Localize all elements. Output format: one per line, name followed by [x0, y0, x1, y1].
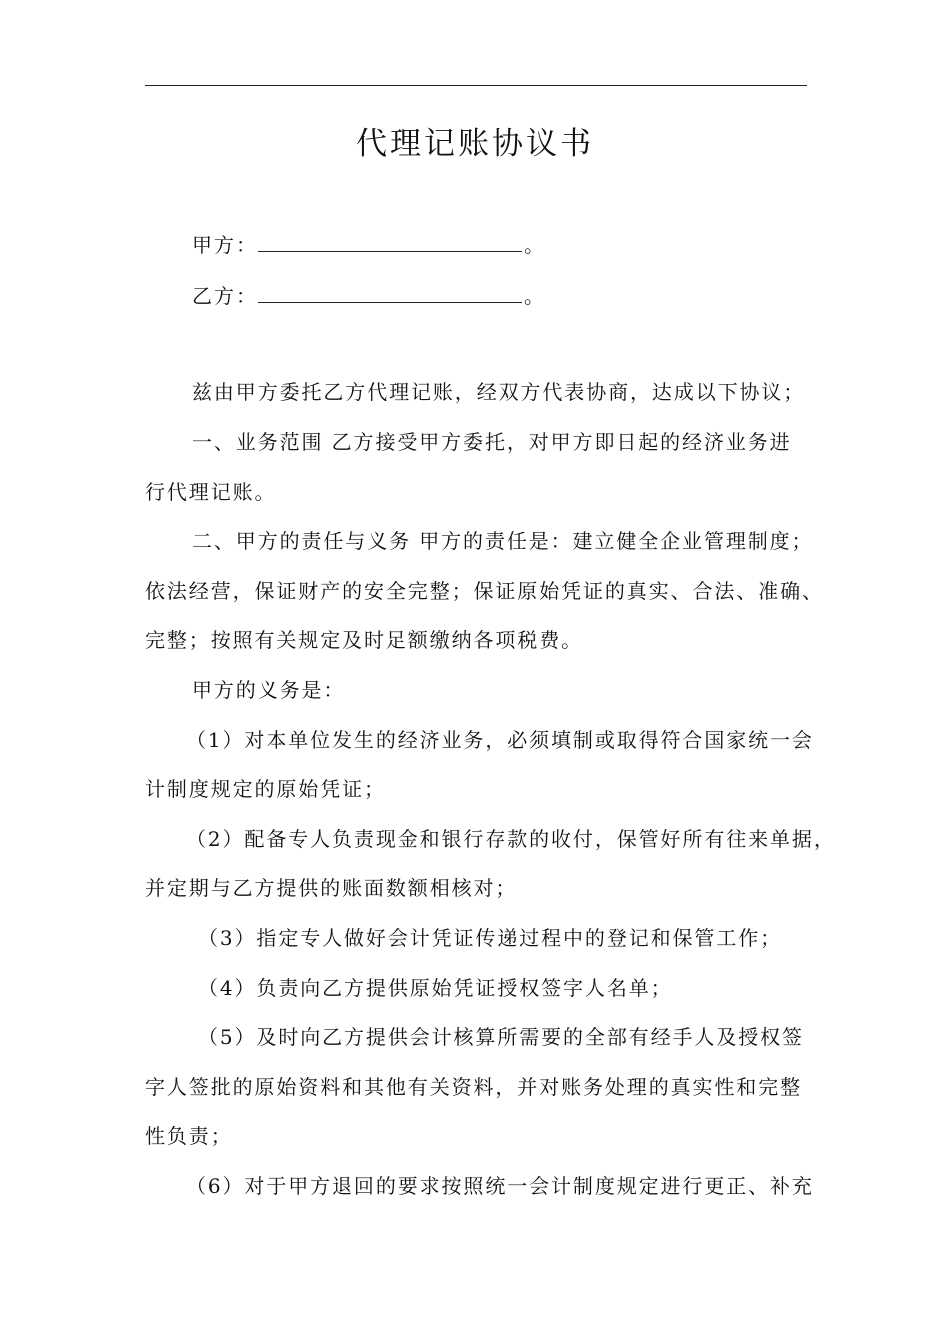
top-rule	[145, 85, 807, 86]
obligation-2-line-2: 并定期与乙方提供的账面数额相核对；	[145, 876, 518, 900]
obligation-1-line-1: （1）对本单位发生的经济业务，必须填制或取得符合国家统一会	[186, 728, 814, 752]
party-b-end: 。	[524, 284, 546, 308]
party-a-blank	[258, 233, 522, 252]
clause-2-line-1: 二、甲方的责任与义务 甲方的责任是：建立健全企业管理制度；	[192, 529, 814, 553]
obligation-4: （4）负责向乙方提供原始凭证授权签字人名单；	[198, 976, 673, 1000]
obligation-1-line-2: 计制度规定的原始凭证；	[145, 777, 386, 801]
clause-2-line-3: 完整；按照有关规定及时足额缴纳各项税费。	[145, 628, 583, 652]
page-title: 代理记账协议书	[356, 126, 594, 162]
party-b-blank	[258, 284, 522, 303]
obligations-heading: 甲方的义务是：	[192, 678, 346, 702]
obligation-5-line-3: 性负责；	[145, 1124, 233, 1148]
party-a-line	[192, 229, 546, 258]
clause-2-line-2: 依法经营，保证财产的安全完整；保证原始凭证的真实、合法、准确、	[145, 579, 824, 603]
obligation-5-line-2: 字人签批的原始资料和其他有关资料，并对账务处理的真实性和完整	[145, 1075, 802, 1099]
party-b-line	[192, 280, 546, 309]
obligation-3: （3）指定专人做好会计凭证传递过程中的登记和保管工作；	[198, 926, 783, 950]
intro-paragraph: 兹由甲方委托乙方代理记账，经双方代表协商，达成以下协议；	[192, 380, 806, 404]
obligation-6-line-1: （6）对于甲方退回的要求按照统一会计制度规定进行更正、补充	[186, 1174, 814, 1198]
clause-1-line-2: 行代理记账。	[145, 480, 277, 504]
party-a-end: 。	[524, 233, 546, 257]
obligation-5-line-1: （5）及时向乙方提供会计核算所需要的全部有经手人及授权签	[198, 1025, 804, 1049]
party-b-label: 乙方：	[192, 284, 258, 308]
obligation-2-line-1: （2）配备专人负责现金和银行存款的收付，保管好所有往来单据，	[186, 827, 836, 851]
clause-1-line-1: 一、业务范围 乙方接受甲方委托，对甲方即日起的经济业务进	[192, 430, 792, 454]
party-a-label: 甲方：	[192, 233, 258, 257]
